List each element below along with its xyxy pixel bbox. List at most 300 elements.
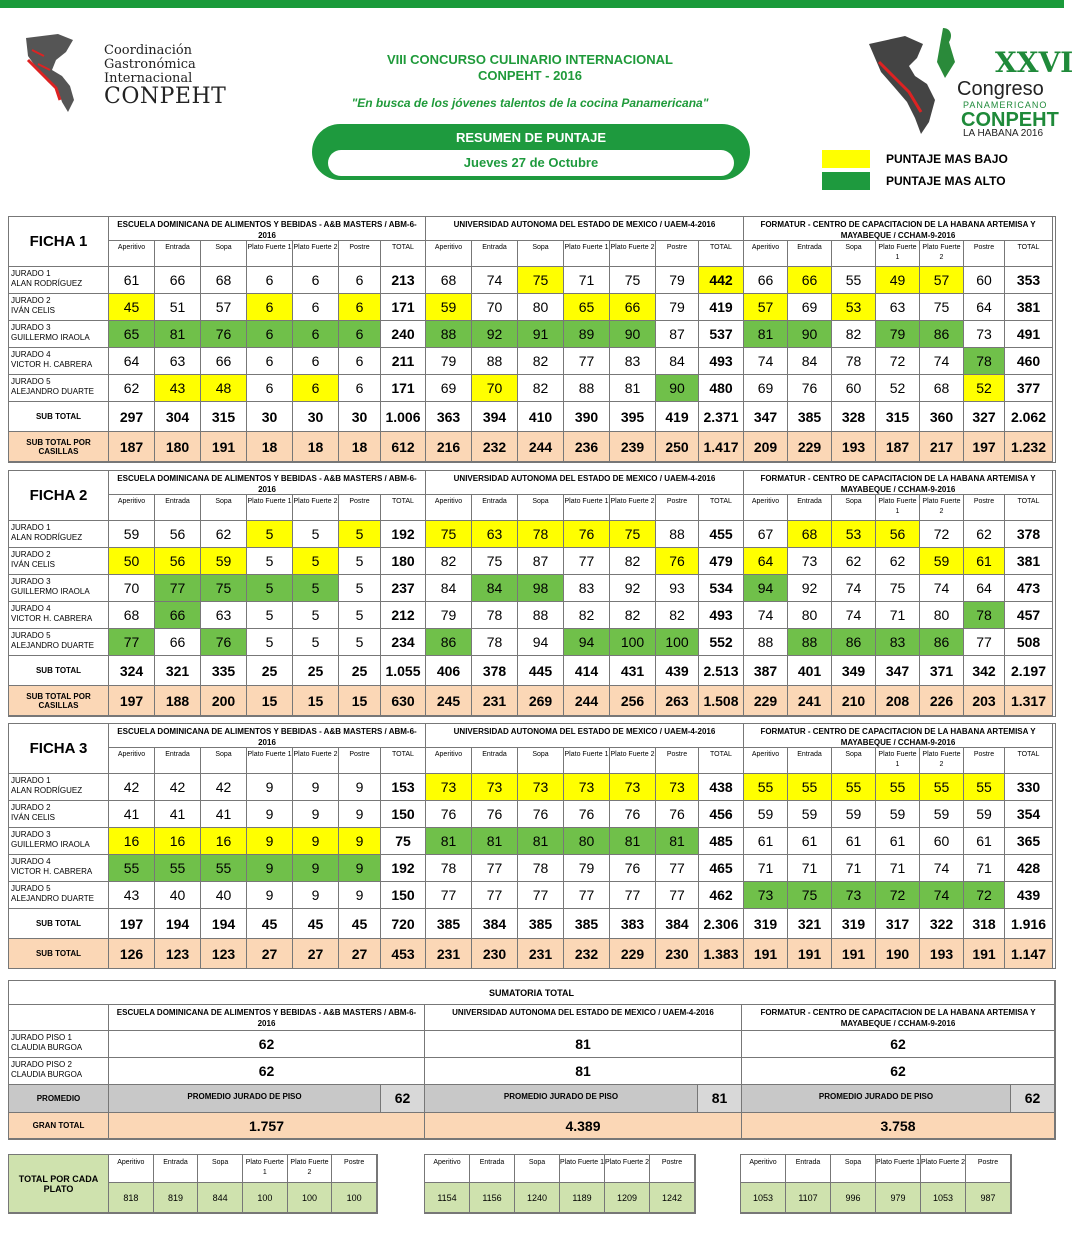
score-cell: 74	[832, 602, 876, 629]
column-header: TOTAL	[1005, 748, 1053, 774]
page-title: VIII CONCURSO CULINARIO INTERNACIONAL	[387, 52, 673, 67]
summary-pill	[312, 124, 750, 180]
subtotal-cell: 321	[788, 909, 832, 939]
floor-judge-score: 62	[742, 1031, 1055, 1058]
score-cell: 5	[293, 629, 339, 656]
column-header: Plato Fuerte 1	[564, 495, 610, 521]
column-header: Plato Fuerte 2	[920, 495, 964, 521]
logo-left-line1: Coordinación	[104, 43, 193, 58]
score-cell: 56	[155, 521, 201, 548]
gran-total-value: 4.389	[425, 1113, 742, 1139]
logo-congreso	[865, 22, 1073, 142]
score-cell: 92	[788, 575, 832, 602]
subtotal-cell: 123	[155, 939, 201, 969]
score-cell: 381	[1005, 294, 1053, 321]
column-header: Postre	[339, 241, 381, 267]
score-cell: 508	[1005, 629, 1053, 656]
score-cell: 77	[564, 548, 610, 575]
ficha-table	[8, 216, 1056, 463]
subtotal-cell: 180	[155, 432, 201, 462]
column-header: Postre	[964, 495, 1005, 521]
score-cell: 78	[964, 348, 1005, 375]
score-cell: 45	[109, 294, 155, 321]
subtotal-cell: 371	[920, 656, 964, 686]
score-cell: 5	[293, 548, 339, 575]
school-header: FORMATUR - CENTRO DE CAPACITACION DE LA HABANA ARTEMISA Y MAYABEQUE / CCHAM-9-2016	[742, 1005, 1055, 1031]
column-header: TOTAL	[699, 495, 744, 521]
score-cell: 88	[788, 629, 832, 656]
ficha-label: FICHA 3	[9, 724, 109, 774]
judge-label: JURADO 2 IVÁN CELIS	[9, 294, 109, 321]
score-cell: 84	[788, 348, 832, 375]
subtotal-cell: 2.513	[699, 656, 744, 686]
subtotal-cell: 203	[964, 686, 1005, 716]
score-cell: 86	[426, 629, 472, 656]
score-cell: 66	[201, 348, 247, 375]
subtotal-cell: 231	[518, 939, 564, 969]
plato-total: 100	[243, 1183, 288, 1213]
subtotal-cell: 2.197	[1005, 656, 1053, 686]
subtotal-cell: 322	[920, 909, 964, 939]
judge-label: JURADO 5 ALEJANDRO DUARTE	[9, 375, 109, 402]
score-cell: 491	[1005, 321, 1053, 348]
score-cell: 43	[109, 882, 155, 909]
score-cell: 60	[832, 375, 876, 402]
score-cell: 75	[610, 521, 656, 548]
score-cell: 79	[876, 321, 920, 348]
score-cell: 79	[656, 267, 699, 294]
score-cell: 78	[832, 348, 876, 375]
score-cell: 82	[518, 348, 564, 375]
subtotal-cell: 318	[964, 909, 1005, 939]
score-cell: 55	[920, 774, 964, 801]
score-cell: 72	[876, 882, 920, 909]
subtotal-cell: 187	[109, 432, 155, 462]
subtotal-cell: 1.317	[1005, 686, 1053, 716]
subtotal-cell: 395	[610, 402, 656, 432]
score-cell: 76	[518, 801, 564, 828]
subtotal-cell: 414	[564, 656, 610, 686]
column-header: Aperitivo	[109, 241, 155, 267]
subtotal-cell: 241	[788, 686, 832, 716]
score-cell: 71	[964, 855, 1005, 882]
score-cell: 73	[656, 774, 699, 801]
plato-total: 1156	[470, 1183, 515, 1213]
score-cell: 180	[381, 548, 426, 575]
plato-header: Plato Fuerte 2	[921, 1155, 966, 1183]
score-cell: 89	[564, 321, 610, 348]
score-cell: 88	[744, 629, 788, 656]
subtotal-cell: 197	[109, 686, 155, 716]
score-cell: 82	[610, 548, 656, 575]
score-cell: 77	[656, 882, 699, 909]
score-cell: 87	[656, 321, 699, 348]
score-cell: 192	[381, 855, 426, 882]
score-cell: 61	[832, 828, 876, 855]
column-header: Sopa	[832, 241, 876, 267]
judge-label: JURADO 3 GUILLERMO IRAOLA	[9, 828, 109, 855]
subtotal-cell: 30	[293, 402, 339, 432]
column-header: TOTAL	[381, 748, 426, 774]
column-header: Aperitivo	[426, 241, 472, 267]
score-cell: 81	[426, 828, 472, 855]
score-cell: 61	[876, 828, 920, 855]
score-cell: 81	[656, 828, 699, 855]
plato-header: Entrada	[786, 1155, 831, 1183]
score-cell: 55	[964, 774, 1005, 801]
score-cell: 457	[1005, 602, 1053, 629]
floor-judge-score: 81	[425, 1058, 742, 1085]
score-cell: 72	[964, 882, 1005, 909]
plato-total: 818	[109, 1183, 154, 1213]
score-cell: 59	[832, 801, 876, 828]
subtotal-cell: 30	[247, 402, 293, 432]
score-cell: 171	[381, 294, 426, 321]
score-cell: 75	[920, 294, 964, 321]
school-header: ESCUELA DOMINICANA DE ALIMENTOS Y BEBIDAS - A&B MASTERS / ABM-6-2016	[109, 217, 426, 241]
plato-header: Plato Fuerte 2	[288, 1155, 333, 1183]
column-header: Aperitivo	[744, 748, 788, 774]
score-cell: 493	[699, 348, 744, 375]
score-cell: 70	[472, 375, 518, 402]
subtotal-cell: 630	[381, 686, 426, 716]
score-cell: 88	[426, 321, 472, 348]
score-cell: 537	[699, 321, 744, 348]
score-cell: 9	[247, 801, 293, 828]
subtotal-cell: 431	[610, 656, 656, 686]
score-cell: 59	[920, 801, 964, 828]
score-cell: 59	[201, 548, 247, 575]
score-cell: 52	[964, 375, 1005, 402]
score-cell: 9	[339, 882, 381, 909]
score-cell: 82	[832, 321, 876, 348]
column-header: Sopa	[518, 241, 564, 267]
score-cell: 73	[564, 774, 610, 801]
subtotal-cell: 191	[744, 939, 788, 969]
score-cell: 552	[699, 629, 744, 656]
subtotal-cell: 1.508	[699, 686, 744, 716]
subtotal-cell: 30	[339, 402, 381, 432]
score-cell: 71	[788, 855, 832, 882]
subtotal-cell: 319	[744, 909, 788, 939]
score-cell: 74	[920, 575, 964, 602]
judge-label: JURADO 4 VICTOR H. CABRERA	[9, 348, 109, 375]
score-cell: 493	[699, 602, 744, 629]
subtotal-cell: 1.916	[1005, 909, 1053, 939]
score-cell: 330	[1005, 774, 1053, 801]
score-cell: 79	[564, 855, 610, 882]
score-cell: 76	[201, 629, 247, 656]
score-cell: 354	[1005, 801, 1053, 828]
score-cell: 460	[1005, 348, 1053, 375]
score-cell: 5	[247, 602, 293, 629]
score-cell: 63	[155, 348, 201, 375]
score-cell: 75	[876, 575, 920, 602]
score-cell: 69	[744, 375, 788, 402]
judge-label: JURADO 1 ALAN RODRÍGUEZ	[9, 267, 109, 294]
score-cell: 5	[293, 575, 339, 602]
score-cell: 59	[920, 548, 964, 575]
subtotal-cell: 317	[876, 909, 920, 939]
score-cell: 6	[339, 294, 381, 321]
score-cell: 63	[876, 294, 920, 321]
plato-header: Postre	[332, 1155, 377, 1183]
score-cell: 9	[247, 882, 293, 909]
score-cell: 6	[247, 375, 293, 402]
school-header: FORMATUR - CENTRO DE CAPACITACION DE LA HABANA ARTEMISA Y MAYABEQUE / CCHAM-9-2016	[744, 217, 1053, 241]
score-cell: 74	[744, 602, 788, 629]
column-header: Sopa	[201, 495, 247, 521]
score-cell: 480	[699, 375, 744, 402]
plato-header: Sopa	[515, 1155, 560, 1183]
column-header: Aperitivo	[109, 748, 155, 774]
score-cell: 16	[155, 828, 201, 855]
logo-right-panamericano: PANAMERICANO	[963, 100, 1048, 110]
score-cell: 6	[339, 267, 381, 294]
subtotal-cell: 384	[472, 909, 518, 939]
subtotal-cell: 229	[610, 939, 656, 969]
column-header: Sopa	[201, 748, 247, 774]
subtotal-cell: 406	[426, 656, 472, 686]
logo-right-roman: XXVI	[995, 46, 1073, 79]
logo-right-conpeht: CONPEHT	[961, 109, 1059, 131]
score-cell: 88	[564, 375, 610, 402]
score-cell: 6	[247, 321, 293, 348]
score-cell: 61	[788, 828, 832, 855]
score-cell: 67	[744, 521, 788, 548]
score-cell: 63	[201, 602, 247, 629]
score-cell: 5	[339, 602, 381, 629]
gran-total-value: 1.757	[109, 1113, 425, 1139]
plato-total: 1107	[786, 1183, 831, 1213]
column-header: Plato Fuerte 2	[920, 241, 964, 267]
score-cell: 86	[832, 629, 876, 656]
score-cell: 66	[610, 294, 656, 321]
score-cell: 9	[339, 855, 381, 882]
plato-total: 100	[332, 1183, 377, 1213]
score-cell: 84	[472, 575, 518, 602]
score-cell: 66	[744, 267, 788, 294]
column-header: Plato Fuerte 1	[564, 241, 610, 267]
column-header: Entrada	[472, 241, 518, 267]
score-cell: 73	[518, 774, 564, 801]
subtotal-cell: 385	[788, 402, 832, 432]
subtotal-cell: 217	[920, 432, 964, 462]
score-cell: 72	[920, 521, 964, 548]
score-cell: 5	[339, 629, 381, 656]
score-cell: 9	[247, 828, 293, 855]
score-cell: 73	[610, 774, 656, 801]
score-cell: 53	[832, 521, 876, 548]
score-cell: 378	[1005, 521, 1053, 548]
score-cell: 84	[426, 575, 472, 602]
subtotal-cell: 335	[201, 656, 247, 686]
column-header: Entrada	[155, 241, 201, 267]
subtotal-cell: 390	[564, 402, 610, 432]
subtotal-cell: 612	[381, 432, 426, 462]
score-cell: 59	[109, 521, 155, 548]
subtotal-cell: 2.306	[699, 909, 744, 939]
top-bar	[0, 0, 1064, 8]
floor-judge-score: 62	[742, 1058, 1055, 1085]
column-header: Plato Fuerte 1	[564, 748, 610, 774]
score-cell: 59	[788, 801, 832, 828]
subtotal-cell: 1.417	[699, 432, 744, 462]
score-cell: 76	[610, 801, 656, 828]
subtotal-cell: 297	[109, 402, 155, 432]
column-header: Postre	[339, 748, 381, 774]
subtotal-cell: 45	[293, 909, 339, 939]
subtotal-cell: 231	[426, 939, 472, 969]
score-cell: 41	[155, 801, 201, 828]
plato-header: Plato Fuerte 1	[243, 1155, 288, 1183]
score-cell: 80	[518, 294, 564, 321]
plato-header: Aperitivo	[109, 1155, 154, 1183]
total-plato-box	[8, 1154, 378, 1214]
score-cell: 94	[518, 629, 564, 656]
score-cell: 61	[964, 548, 1005, 575]
subtotal-cell: 197	[109, 909, 155, 939]
score-cell: 6	[293, 348, 339, 375]
score-cell: 81	[518, 828, 564, 855]
school-header: FORMATUR - CENTRO DE CAPACITACION DE LA HABANA ARTEMISA Y MAYABEQUE / CCHAM-9-2016	[744, 724, 1053, 748]
score-cell: 88	[656, 521, 699, 548]
score-cell: 6	[339, 321, 381, 348]
score-cell: 81	[155, 321, 201, 348]
score-cell: 57	[920, 267, 964, 294]
subtotal-label: SUB TOTAL POR CASILLAS	[9, 432, 109, 462]
column-header: TOTAL	[699, 241, 744, 267]
score-cell: 61	[744, 828, 788, 855]
score-cell: 77	[426, 882, 472, 909]
subtotal-cell: 25	[293, 656, 339, 686]
promedio-text: PROMEDIO JURADO DE PISO	[109, 1085, 381, 1113]
score-cell: 462	[699, 882, 744, 909]
score-cell: 91	[518, 321, 564, 348]
score-cell: 5	[339, 575, 381, 602]
score-cell: 52	[876, 375, 920, 402]
floor-judge-label: JURADO PISO 2 CLAUDIA BURGOA	[9, 1058, 109, 1085]
score-cell: 73	[964, 321, 1005, 348]
score-cell: 90	[610, 321, 656, 348]
score-cell: 59	[744, 801, 788, 828]
score-cell: 43	[155, 375, 201, 402]
score-cell: 64	[964, 294, 1005, 321]
judge-label: JURADO 2 IVÁN CELIS	[9, 801, 109, 828]
subtotal-cell: 304	[155, 402, 201, 432]
subtotal-cell: 410	[518, 402, 564, 432]
score-cell: 485	[699, 828, 744, 855]
score-cell: 77	[564, 348, 610, 375]
score-cell: 77	[155, 575, 201, 602]
subtotal-cell: 269	[518, 686, 564, 716]
score-cell: 94	[564, 629, 610, 656]
judge-label: JURADO 4 VICTOR H. CABRERA	[9, 602, 109, 629]
score-cell: 88	[518, 602, 564, 629]
score-cell: 61	[964, 828, 1005, 855]
subtotal-cell: 385	[518, 909, 564, 939]
score-cell: 77	[472, 855, 518, 882]
score-cell: 78	[518, 521, 564, 548]
subtotal-cell: 263	[656, 686, 699, 716]
score-cell: 41	[201, 801, 247, 828]
column-header: Postre	[656, 748, 699, 774]
column-header: Plato Fuerte 1	[247, 495, 293, 521]
school-header: ESCUELA DOMINICANA DE ALIMENTOS Y BEBIDAS - A&B MASTERS / ABM-6-2016	[109, 471, 426, 495]
column-header: Aperitivo	[426, 495, 472, 521]
promedio-label: PROMEDIO	[9, 1085, 109, 1113]
score-cell: 73	[788, 548, 832, 575]
score-cell: 41	[109, 801, 155, 828]
plato-header: Entrada	[470, 1155, 515, 1183]
ficha-label: FICHA 1	[9, 217, 109, 267]
score-cell: 77	[656, 855, 699, 882]
score-cell: 9	[339, 801, 381, 828]
score-cell: 6	[247, 348, 293, 375]
score-cell: 40	[155, 882, 201, 909]
score-cell: 6	[293, 267, 339, 294]
score-cell: 55	[109, 855, 155, 882]
score-cell: 73	[832, 882, 876, 909]
score-cell: 75	[472, 548, 518, 575]
plato-total: 844	[198, 1183, 243, 1213]
score-cell: 81	[472, 828, 518, 855]
score-cell: 74	[920, 855, 964, 882]
score-cell: 69	[788, 294, 832, 321]
logo-coordinacion	[18, 30, 228, 115]
subtotal-cell: 229	[788, 432, 832, 462]
subtotal-cell: 190	[876, 939, 920, 969]
subtotal-cell: 191	[201, 432, 247, 462]
score-cell: 61	[109, 267, 155, 294]
judge-label: JURADO 1 ALAN RODRÍGUEZ	[9, 521, 109, 548]
score-cell: 9	[339, 828, 381, 855]
column-header: Plato Fuerte 2	[920, 748, 964, 774]
score-cell: 62	[109, 375, 155, 402]
subtotal-cell: 230	[472, 939, 518, 969]
score-cell: 62	[964, 521, 1005, 548]
subtotal-cell: 15	[339, 686, 381, 716]
subtotal-cell: 384	[656, 909, 699, 939]
score-cell: 16	[201, 828, 247, 855]
score-cell: 80	[788, 602, 832, 629]
column-header: Entrada	[155, 495, 201, 521]
score-cell: 473	[1005, 575, 1053, 602]
judge-label: JURADO 2 IVÁN CELIS	[9, 548, 109, 575]
subtotal-cell: 245	[426, 686, 472, 716]
floor-judge-score: 81	[425, 1031, 742, 1058]
score-cell: 68	[788, 521, 832, 548]
plato-total: 987	[966, 1183, 1011, 1213]
subtotal-cell: 231	[472, 686, 518, 716]
judge-label: JURADO 4 VICTOR H. CABRERA	[9, 855, 109, 882]
subtotal-cell: 208	[876, 686, 920, 716]
column-header: Entrada	[155, 748, 201, 774]
plato-total: 1242	[650, 1183, 695, 1213]
score-cell: 42	[155, 774, 201, 801]
subtotal-label: SUB TOTAL	[9, 656, 109, 686]
score-cell: 71	[744, 855, 788, 882]
logo-left-line3: Internacional	[104, 71, 193, 86]
column-header: Plato Fuerte 1	[876, 495, 920, 521]
ficha-label: FICHA 2	[9, 471, 109, 521]
judge-label: JURADO 5 ALEJANDRO DUARTE	[9, 882, 109, 909]
score-cell: 55	[832, 267, 876, 294]
score-cell: 365	[1005, 828, 1053, 855]
sumatoria-title: SUMATORIA TOTAL	[9, 981, 1055, 1005]
score-cell: 53	[832, 294, 876, 321]
school-header: UNIVERSIDAD AUTONOMA DEL ESTADO DE MEXICO / UAEM-4-2016	[426, 471, 744, 495]
